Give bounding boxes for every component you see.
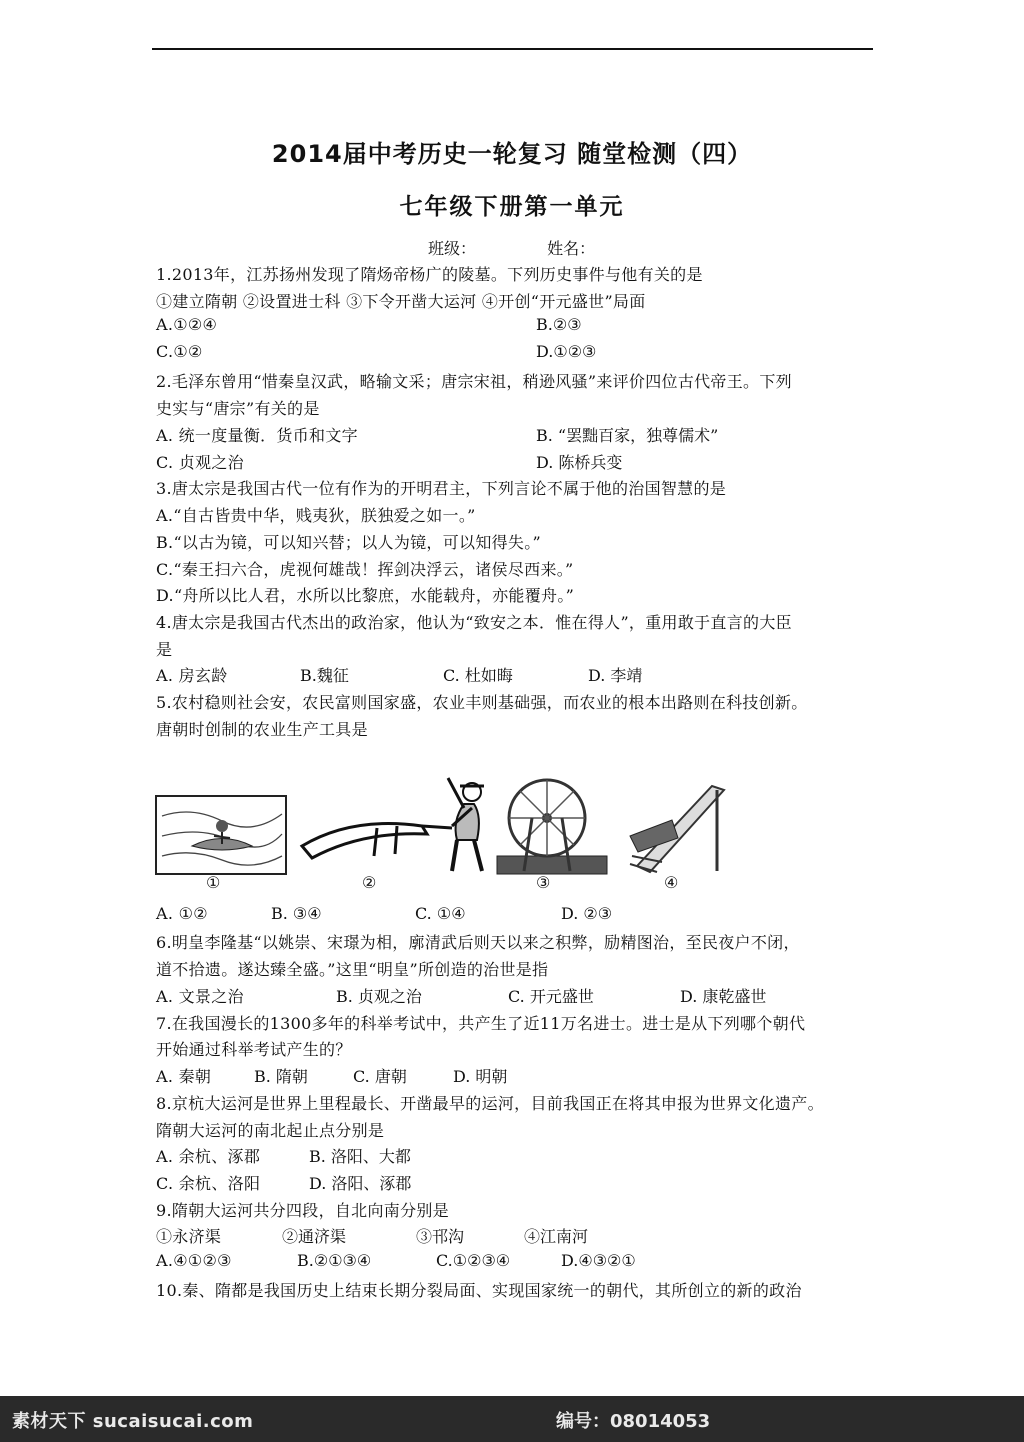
q7-option-b: B. 隋朝	[254, 1067, 308, 1086]
watermark-number: 编号：08014053	[556, 1411, 711, 1432]
figure-1-label: ①	[206, 873, 221, 892]
q2-option-c: C. 贞观之治	[156, 453, 244, 472]
q1-option-d: D.①②③	[536, 342, 597, 361]
q5-option-d: D. ②③	[561, 904, 613, 923]
q8-stem-line1: 8.京杭大运河是世界上里程最长、开凿最早的运河，目前我国正在将其申报为世界文化遗产。	[156, 1094, 824, 1113]
figure-4-label: ④	[664, 873, 679, 892]
student-info	[428, 236, 661, 259]
q4-option-c: C. 杜如晦	[443, 666, 513, 685]
q7-option-c: C. 唐朝	[353, 1067, 407, 1086]
name-label: 姓名：	[547, 239, 596, 258]
q3-option-c: C.“秦王扫六合，虎视何雄哉！挥剑决浮云，诸侯尽西来。”	[156, 560, 574, 579]
q6-option-d: D. 康乾盛世	[680, 987, 767, 1006]
q4-stem-line2: 是	[156, 640, 173, 659]
q8-option-a: A. 余杭、涿郡	[156, 1147, 261, 1166]
q9-item-2: ②通济渠	[282, 1227, 347, 1246]
q2-stem-line1: 2.毛泽东曾用“惜秦皇汉武，略输文采；唐宗宋祖，稍逊风骚”来评价四位古代帝王。下列	[156, 372, 792, 391]
q6-stem-line1: 6.明皇李隆基“以姚崇、宋璟为相，廓清武后则天以来之积弊，励精图治，至民夜户不闭，	[156, 933, 800, 952]
q4-option-b: B.魏征	[300, 666, 349, 685]
q9-stem: 9.隋朝大运河共分四段，自北向南分别是	[156, 1201, 449, 1220]
figure-1-woodblock-icon	[156, 796, 286, 874]
q6-option-b: B. 贞观之治	[336, 987, 422, 1006]
q9-item-1: ①永济渠	[156, 1227, 222, 1246]
q2-option-d: D. 陈桥兵变	[536, 453, 623, 472]
q5-option-b: B. ③④	[271, 904, 322, 923]
q9-item-3: ③邗沟	[416, 1227, 465, 1246]
q3-option-a: A.“自古皆贵中华，贱夷狄，朕独爱之如一。”	[156, 506, 476, 525]
q6-stem-line2: 道不拾遗。遂达臻全盛。”这里“明皇”所创造的治世是指	[156, 960, 549, 979]
q1-stem: 1.2013年，江苏扬州发现了隋炀帝杨广的陵墓。下列历史事件与他有关的是	[156, 265, 703, 284]
q2-option-b: B. “罢黜百家，独尊儒术”	[536, 426, 719, 445]
q4-option-d: D. 李靖	[588, 666, 643, 685]
q1-option-b: B.②③	[536, 315, 582, 334]
q5-stem-line2: 唐朝时创制的农业生产工具是	[156, 720, 368, 739]
q6-option-c: C. 开元盛世	[508, 987, 594, 1006]
q8-option-d: D. 洛阳、涿郡	[309, 1174, 412, 1193]
top-rule	[152, 48, 873, 50]
watermark-site: 素材天下 sucaisucai.com	[12, 1411, 254, 1432]
q9-option-d: D.④③②①	[561, 1251, 636, 1270]
q7-stem-line1: 7.在我国漫长的1300多年的科举考试中，共产生了近11万名进士。进士是从下列哪个朝代	[156, 1014, 806, 1033]
q6-option-a: A. 文景之治	[156, 987, 244, 1006]
q9-item-4: ④江南河	[524, 1227, 589, 1246]
q8-option-b: B. 洛阳、大都	[309, 1147, 411, 1166]
page-subtitle: 七年级下册第一单元	[399, 194, 625, 220]
figure-3-label: ③	[536, 873, 551, 892]
figure-3-waterwheel-icon	[497, 780, 607, 874]
q3-stem: 3.唐太宗是我国古代一位有作为的开明君主，下列言论不属于他的治国智慧的是	[156, 479, 727, 498]
q2-option-a: A. 统一度量衡．货币和文字	[156, 426, 358, 445]
q5-option-c: C. ①④	[415, 904, 466, 923]
q1-option-a: A.①②④	[156, 315, 218, 334]
q5-tool-figures	[152, 776, 732, 876]
watermark-bar	[0, 1396, 1024, 1442]
q7-option-a: A. 秦朝	[156, 1067, 212, 1086]
q9-option-a: A.④①②③	[156, 1251, 232, 1270]
figure-2-label: ②	[362, 873, 377, 892]
q5-stem-line1: 5.农村稳则社会安，农民富则国家盛，农业丰则基础强，而农业的根本出路则在科技创新。	[156, 693, 808, 712]
q7-stem-line2: 开始通过科举考试产生的？	[156, 1040, 352, 1059]
q9-option-c: C.①②③④	[436, 1251, 511, 1270]
q1-items: ①建立隋朝 ②设置进士科 ③下令开凿大运河 ④开创“开元盛世”局面	[156, 292, 646, 311]
q8-stem-line2: 隋朝大运河的南北起止点分别是	[156, 1121, 385, 1140]
q5-option-a: A. ①②	[156, 904, 208, 923]
q2-stem-line2: 史实与“唐宗”有关的是	[156, 399, 320, 418]
q9-option-b: B.②①③④	[297, 1251, 372, 1270]
q10-stem: 10.秦、隋都是我国历史上结束长期分裂局面、实现国家统一的朝代，其所创立的新的政治	[156, 1281, 802, 1300]
q3-option-d: D.“舟所以比人君，水所以比黎庶，水能载舟，亦能覆舟。”	[156, 586, 575, 605]
figure-2-plow-icon	[302, 778, 484, 871]
q4-stem-line1: 4.唐太宗是我国古代杰出的政治家，他认为“致安之本．惟在得人”，重用敢于直言的大臣	[156, 613, 792, 632]
figure-4-pump-icon	[630, 786, 724, 872]
q1-option-c: C.①②	[156, 342, 203, 361]
page-title: 2014届中考历史一轮复习 随堂检测（四）	[271, 140, 753, 168]
q7-option-d: D. 明朝	[453, 1067, 508, 1086]
class-label: 班级：	[428, 239, 477, 258]
q3-option-b: B.“以古为镜，可以知兴替；以人为镜，可以知得失。”	[156, 533, 542, 552]
q4-option-a: A. 房玄龄	[156, 666, 228, 685]
q8-option-c: C. 余杭、洛阳	[156, 1174, 261, 1193]
